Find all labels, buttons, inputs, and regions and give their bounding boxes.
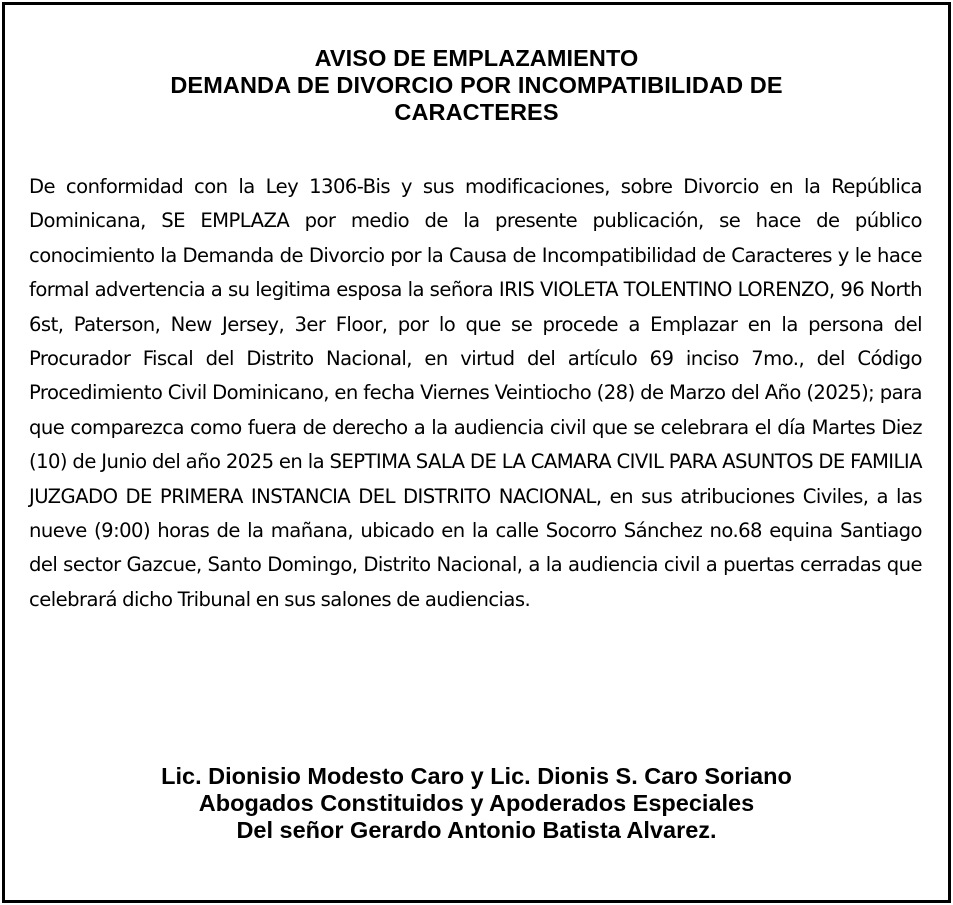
signature-line-3: Del señor Gerardo Antonio Batista Alvarez. — [236, 817, 717, 843]
notice-title — [25, 45, 928, 126]
signature-block — [25, 763, 928, 844]
signature-line-2: Abogados Constituidos y Apoderados Especiales — [198, 790, 755, 816]
title-line-2: DEMANDA DE DIVORCIO POR INCOMPATIBILIDAD DE — [170, 72, 783, 98]
signature-line-1: Lic. Dionisio Modesto Caro y Lic. Dionis S. Caro Soriano — [161, 763, 792, 789]
notice-frame — [2, 2, 951, 903]
title-line-1: AVISO DE EMPLAZAMIENTO — [314, 45, 639, 71]
notice-body: De conformidad con la Ley 1306-Bis y sus modificaciones, sobre Divorcio en la República Dominicana, SE EMPLAZA por medio de la presente publicación, se hace de público conocimiento la Demanda de Divorcio por la Causa de Incompatibilidad de Caracteres y le hace formal advertencia a su legitima esposa la señora IRIS VIOLETA TOLENTINO LORENZO, 96 North 6st, Paterson, New Jersey, 3er Floor, por lo que se procede a Emplazar en la persona del Procurador Fiscal del Distrito Nacional, en virtud del artículo 69 inciso 7mo., del Código Procedimiento Civil Dominicano, en fecha Viernes Veintiocho (28) de Marzo del Año (2025); para que comparezca como fuera de derecho a la audiencia civil que se celebrara el día Martes Diez (10) de Junio del año 2025 en la SEPTIMA SALA DE LA CAMARA CIVIL PARA ASUNTOS DE FAMILIA JUZGADO DE PRIMERA INSTANCIA DEL DISTRITO NACIONAL, en sus atribuciones Civiles, a las nueve (9:00) horas de la mañana, ubicado en la calle Socorro Sánchez no.68 equina Santiago del sector Gazcue, Santo Domingo, Distrito Nacional, a la audiencia civil a puertas cerradas que celebrará dicho Tribunal en sus salones de audiencias. — [29, 175, 922, 611]
title-line-3: CARACTERES — [394, 99, 559, 125]
